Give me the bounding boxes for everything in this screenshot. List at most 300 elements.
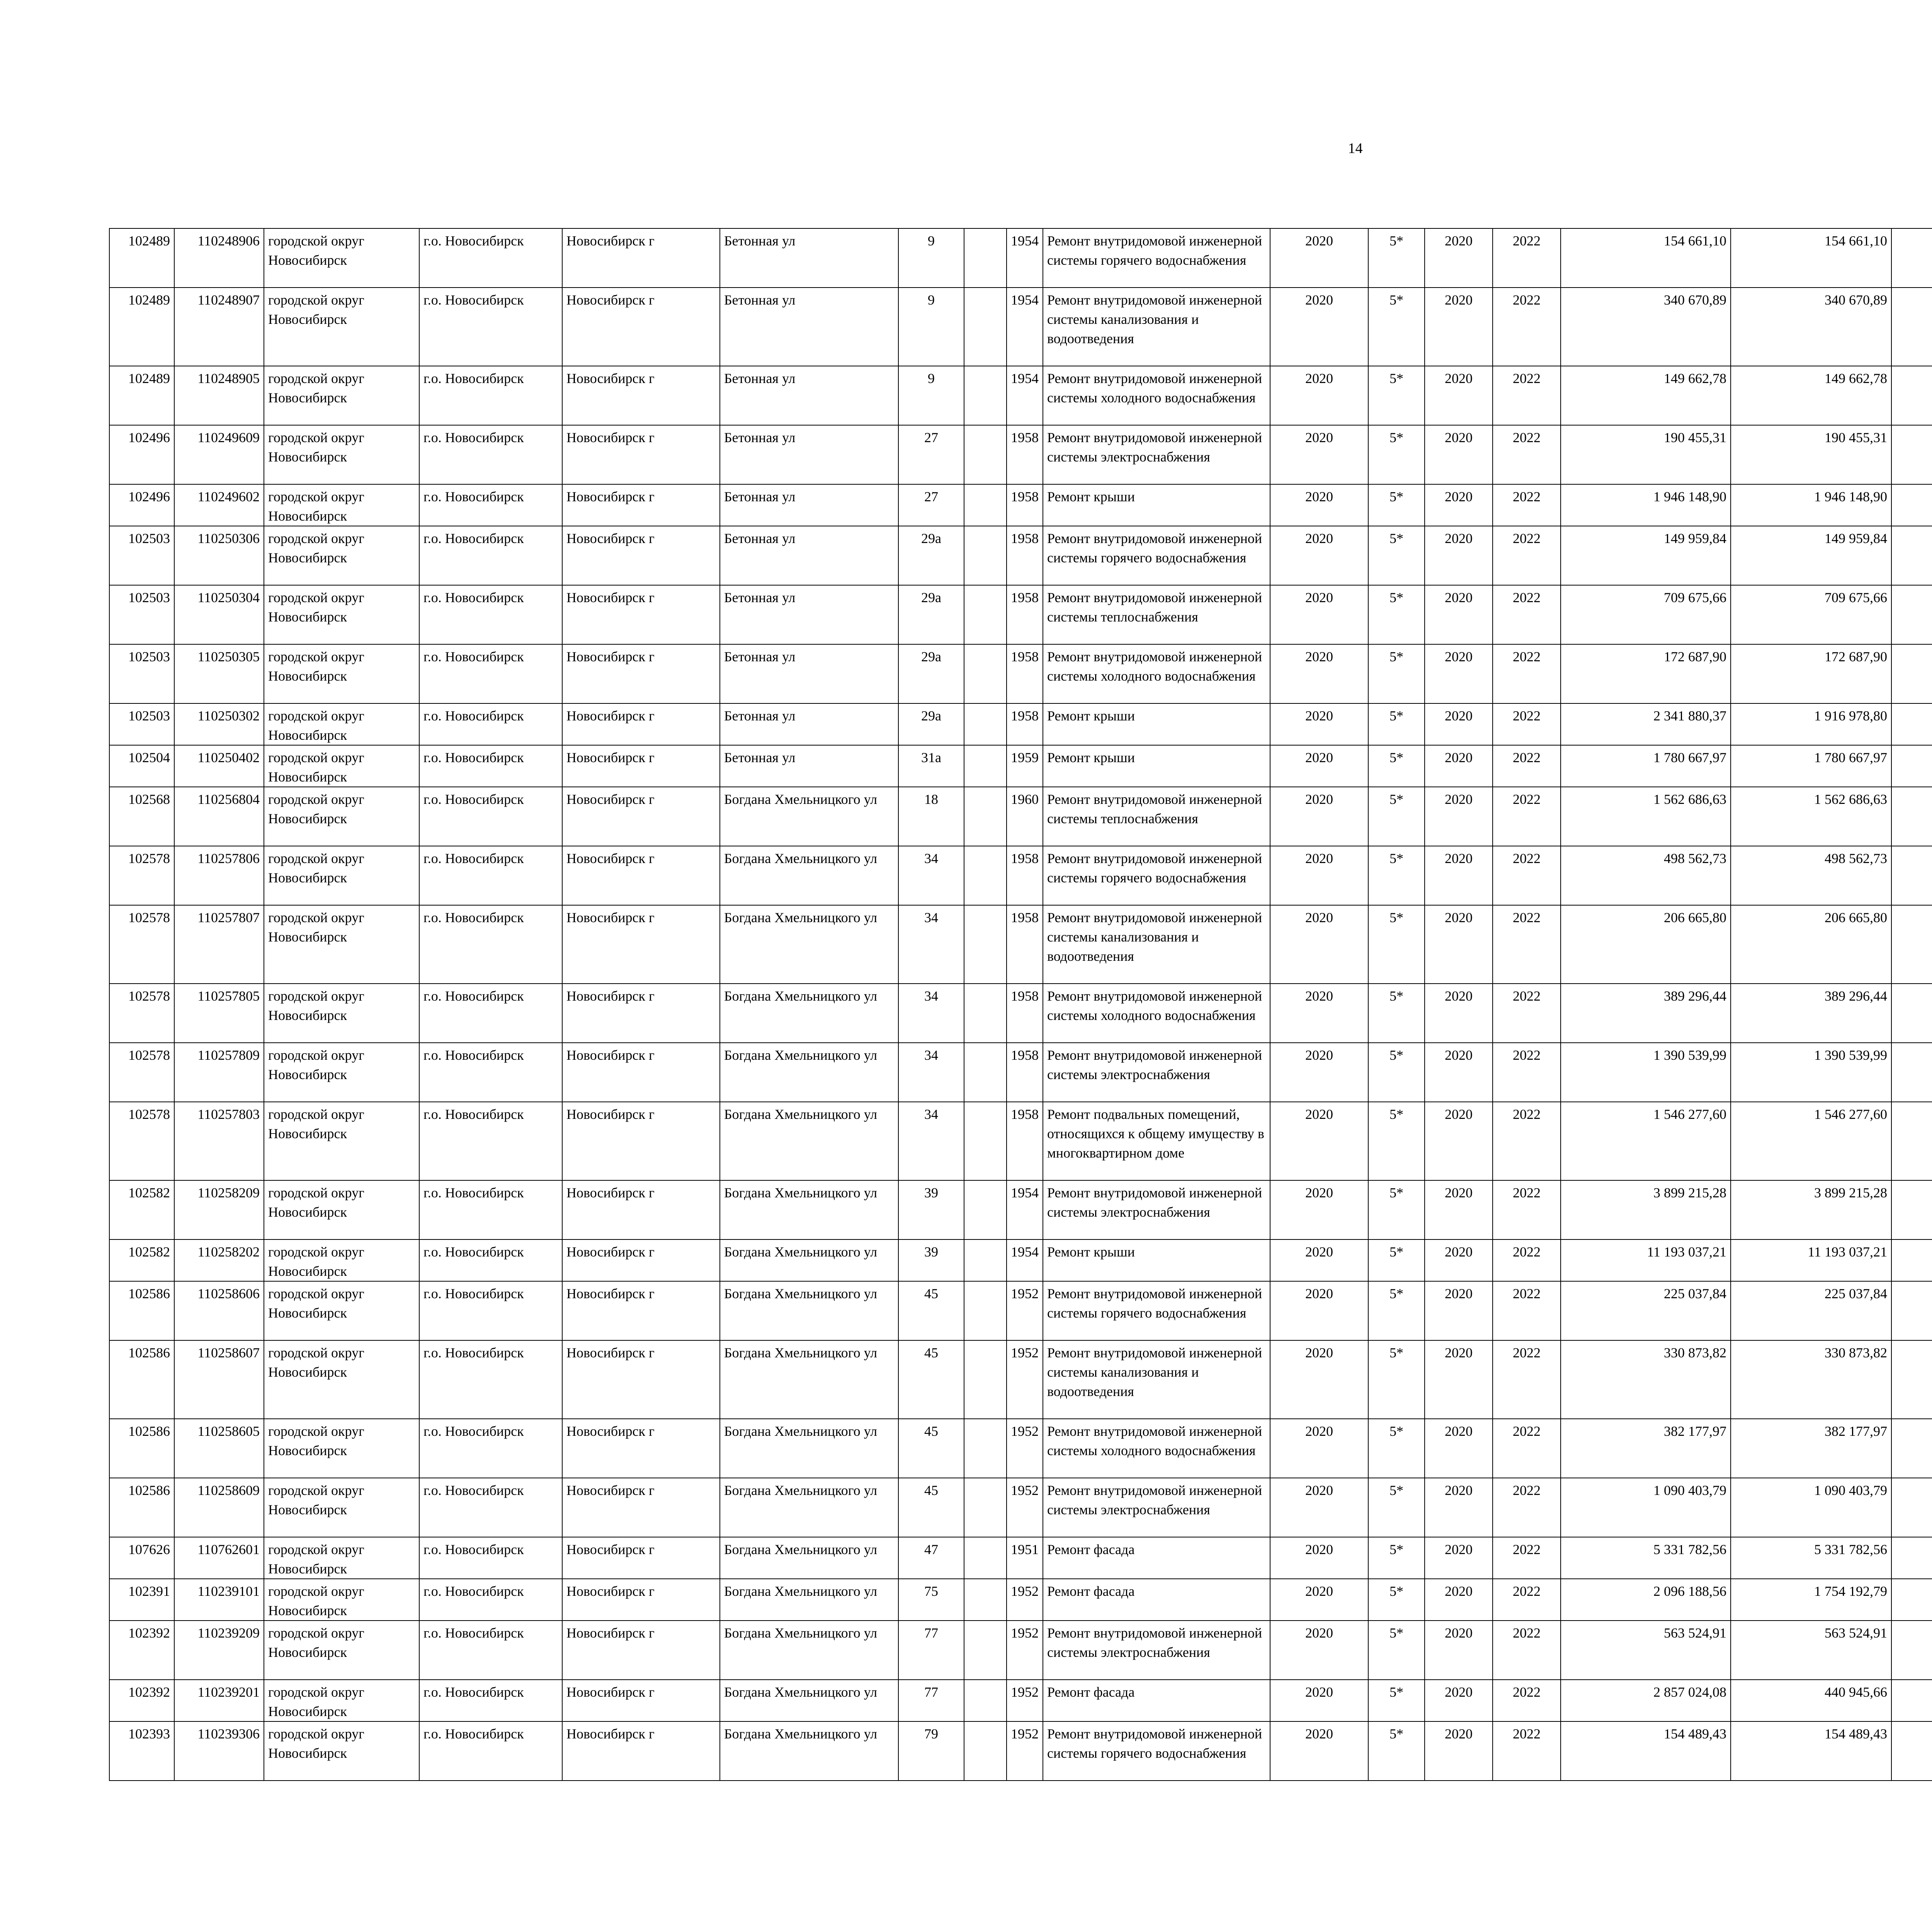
cell-settlement: Новосибирск г [562,228,720,288]
cell-house-id: 102496 [109,425,174,484]
cell-building [964,1340,1007,1419]
cell-priority: 5* [1368,846,1425,905]
cell-district: г.о. Новосибирск [419,526,562,585]
cell-house-id: 102586 [109,1478,174,1537]
cell-budget-federal [1891,1043,1932,1102]
cell-fund-cost: 1 780 667,97 [1731,745,1891,787]
cell-settlement: Новосибирск г [562,1680,720,1721]
cell-work-id: 110258209 [174,1180,264,1239]
cell-total-cost: 2 857 024,08 [1561,1680,1731,1721]
cell-plan-year: 2020 [1270,846,1368,905]
cell-start-year: 2020 [1425,1281,1493,1340]
cell-house-number: 47 [898,1537,964,1579]
cell-plan-year: 2020 [1270,425,1368,484]
cell-district: г.о. Новосибирск [419,484,562,526]
cell-start-year: 2020 [1425,644,1493,703]
cell-street: Богдана Хмельницкого ул [720,984,898,1043]
cell-work-type: Ремонт внутридомовой инженерной системы горячего водоснабжения [1043,1721,1270,1781]
cell-house-number: 39 [898,1239,964,1281]
cell-fund-cost: 1 946 148,90 [1731,484,1891,526]
cell-work-id: 110250306 [174,526,264,585]
cell-start-year: 2020 [1425,1043,1493,1102]
cell-municipality: городской округ Новосибирск [264,1680,419,1721]
cell-end-year: 2022 [1493,288,1561,366]
cell-work-type: Ремонт фасада [1043,1537,1270,1579]
cell-work-id: 110258202 [174,1239,264,1281]
cell-street: Бетонная ул [720,745,898,787]
cell-district: г.о. Новосибирск [419,1340,562,1419]
cell-end-year: 2022 [1493,1537,1561,1579]
cell-end-year: 2022 [1493,1478,1561,1537]
cell-priority: 5* [1368,1281,1425,1340]
cell-budget-federal [1891,905,1932,984]
cell-year-built: 1952 [1007,1281,1043,1340]
cell-end-year: 2022 [1493,644,1561,703]
cell-budget-federal [1891,484,1932,526]
cell-house-id: 102568 [109,787,174,846]
cell-house-number: 29а [898,585,964,644]
cell-settlement: Новосибирск г [562,1102,720,1180]
cell-settlement: Новосибирск г [562,703,720,745]
cell-house-id: 102391 [109,1579,174,1621]
cell-start-year: 2020 [1425,703,1493,745]
cell-budget-federal [1891,1340,1932,1419]
cell-priority: 5* [1368,585,1425,644]
cell-settlement: Новосибирск г [562,1239,720,1281]
cell-plan-year: 2020 [1270,1281,1368,1340]
cell-street: Бетонная ул [720,228,898,288]
cell-start-year: 2020 [1425,905,1493,984]
cell-municipality: городской округ Новосибирск [264,228,419,288]
cell-work-id: 110250402 [174,745,264,787]
cell-year-built: 1958 [1007,425,1043,484]
cell-start-year: 2020 [1425,228,1493,288]
cell-building [964,846,1007,905]
cell-house-id: 102578 [109,905,174,984]
cell-work-type: Ремонт фасада [1043,1579,1270,1621]
cell-work-id: 110258607 [174,1340,264,1419]
cell-work-type: Ремонт внутридомовой инженерной системы теплоснабжения [1043,585,1270,644]
cell-plan-year: 2020 [1270,1043,1368,1102]
cell-house-id: 102586 [109,1281,174,1340]
cell-settlement: Новосибирск г [562,1478,720,1537]
cell-start-year: 2020 [1425,1680,1493,1721]
cell-plan-year: 2020 [1270,1721,1368,1781]
cell-house-id: 102489 [109,366,174,425]
cell-priority: 5* [1368,228,1425,288]
cell-fund-cost: 563 524,91 [1731,1621,1891,1680]
cell-building [964,1721,1007,1781]
cell-house-number: 34 [898,984,964,1043]
cell-start-year: 2020 [1425,366,1493,425]
cell-settlement: Новосибирск г [562,1340,720,1419]
table-row [109,1680,1932,1721]
cell-plan-year: 2020 [1270,745,1368,787]
cell-end-year: 2022 [1493,1680,1561,1721]
cell-municipality: городской округ Новосибирск [264,1419,419,1478]
cell-work-id: 110249602 [174,484,264,526]
cell-year-built: 1952 [1007,1621,1043,1680]
cell-year-built: 1954 [1007,1180,1043,1239]
cell-district: г.о. Новосибирск [419,1621,562,1680]
cell-fund-cost: 149 959,84 [1731,526,1891,585]
cell-end-year: 2022 [1493,1180,1561,1239]
cell-work-id: 110248907 [174,288,264,366]
cell-municipality: городской округ Новосибирск [264,1180,419,1239]
cell-municipality: городской округ Новосибирск [264,1621,419,1680]
cell-house-id: 102392 [109,1621,174,1680]
cell-district: г.о. Новосибирск [419,703,562,745]
cell-start-year: 2020 [1425,1537,1493,1579]
cell-start-year: 2020 [1425,1478,1493,1537]
cell-work-type: Ремонт внутридомовой инженерной системы горячего водоснабжения [1043,846,1270,905]
cell-work-type: Ремонт внутридомовой инженерной системы электроснабжения [1043,1180,1270,1239]
cell-priority: 5* [1368,1537,1425,1579]
cell-municipality: городской округ Новосибирск [264,585,419,644]
cell-start-year: 2020 [1425,846,1493,905]
cell-budget-federal [1891,846,1932,905]
cell-house-number: 77 [898,1621,964,1680]
cell-end-year: 2022 [1493,526,1561,585]
cell-street: Бетонная ул [720,703,898,745]
cell-work-id: 110250302 [174,703,264,745]
cell-end-year: 2022 [1493,905,1561,984]
cell-street: Богдана Хмельницкого ул [720,1239,898,1281]
cell-municipality: городской округ Новосибирск [264,984,419,1043]
cell-total-cost: 1 390 539,99 [1561,1043,1731,1102]
cell-work-id: 110239306 [174,1721,264,1781]
cell-settlement: Новосибирск г [562,984,720,1043]
cell-building [964,1478,1007,1537]
cell-priority: 5* [1368,1239,1425,1281]
table-row [109,745,1932,787]
cell-street: Богдана Хмельницкого ул [720,1478,898,1537]
cell-municipality: городской округ Новосибирск [264,1239,419,1281]
cell-fund-cost: 172 687,90 [1731,644,1891,703]
table-row [109,1537,1932,1579]
cell-municipality: городской округ Новосибирск [264,1537,419,1579]
cell-plan-year: 2020 [1270,1680,1368,1721]
cell-street: Богдана Хмельницкого ул [720,787,898,846]
cell-street: Богдана Хмельницкого ул [720,1680,898,1721]
cell-budget-federal [1891,984,1932,1043]
cell-work-id: 110250304 [174,585,264,644]
cell-budget-federal [1891,1579,1932,1621]
cell-work-id: 110762601 [174,1537,264,1579]
cell-plan-year: 2020 [1270,703,1368,745]
cell-year-built: 1952 [1007,1721,1043,1781]
table-row [109,1579,1932,1621]
cell-settlement: Новосибирск г [562,425,720,484]
cell-priority: 5* [1368,703,1425,745]
cell-budget-federal [1891,585,1932,644]
cell-year-built: 1958 [1007,846,1043,905]
cell-year-built: 1958 [1007,1102,1043,1180]
cell-district: г.о. Новосибирск [419,644,562,703]
cell-house-number: 45 [898,1340,964,1419]
table-row [109,905,1932,984]
cell-street: Бетонная ул [720,484,898,526]
cell-budget-federal [1891,745,1932,787]
cell-settlement: Новосибирск г [562,1721,720,1781]
cell-house-number: 29а [898,703,964,745]
cell-work-id: 110257805 [174,984,264,1043]
cell-municipality: городской округ Новосибирск [264,846,419,905]
cell-end-year: 2022 [1493,484,1561,526]
table-row [109,1180,1932,1239]
cell-street: Богдана Хмельницкого ул [720,1180,898,1239]
cell-house-id: 102503 [109,644,174,703]
cell-building [964,1180,1007,1239]
cell-building [964,745,1007,787]
cell-building [964,425,1007,484]
cell-total-cost: 149 959,84 [1561,526,1731,585]
cell-house-number: 9 [898,228,964,288]
cell-budget-federal [1891,425,1932,484]
cell-district: г.о. Новосибирск [419,585,562,644]
cell-work-id: 110248906 [174,228,264,288]
cell-fund-cost: 1 916 978,80 [1731,703,1891,745]
cell-total-cost: 172 687,90 [1561,644,1731,703]
cell-municipality: городской округ Новосибирск [264,905,419,984]
cell-work-type: Ремонт крыши [1043,1239,1270,1281]
cell-settlement: Новосибирск г [562,644,720,703]
cell-plan-year: 2020 [1270,585,1368,644]
cell-work-id: 110258606 [174,1281,264,1340]
cell-building [964,1419,1007,1478]
cell-priority: 5* [1368,1043,1425,1102]
cell-plan-year: 2020 [1270,984,1368,1043]
cell-end-year: 2022 [1493,846,1561,905]
cell-end-year: 2022 [1493,1419,1561,1478]
cell-total-cost: 1 780 667,97 [1561,745,1731,787]
cell-priority: 5* [1368,905,1425,984]
cell-end-year: 2022 [1493,1721,1561,1781]
cell-house-id: 102578 [109,1043,174,1102]
cell-priority: 5* [1368,425,1425,484]
cell-district: г.о. Новосибирск [419,1281,562,1340]
cell-year-built: 1960 [1007,787,1043,846]
cell-house-id: 102582 [109,1180,174,1239]
cell-year-built: 1958 [1007,1043,1043,1102]
cell-total-cost: 563 524,91 [1561,1621,1731,1680]
table-row [109,984,1932,1043]
cell-plan-year: 2020 [1270,526,1368,585]
cell-plan-year: 2020 [1270,1579,1368,1621]
cell-priority: 5* [1368,1340,1425,1419]
cell-plan-year: 2020 [1270,288,1368,366]
cell-year-built: 1958 [1007,526,1043,585]
repair-program-table [109,228,1932,1781]
cell-start-year: 2020 [1425,1721,1493,1781]
cell-building [964,585,1007,644]
cell-house-id: 102586 [109,1419,174,1478]
cell-start-year: 2020 [1425,984,1493,1043]
cell-end-year: 2022 [1493,745,1561,787]
cell-work-type: Ремонт внутридомовой инженерной системы теплоснабжения [1043,787,1270,846]
cell-work-id: 110250305 [174,644,264,703]
cell-start-year: 2020 [1425,425,1493,484]
cell-year-built: 1952 [1007,1478,1043,1537]
cell-plan-year: 2020 [1270,787,1368,846]
cell-building [964,1579,1007,1621]
cell-year-built: 1958 [1007,484,1043,526]
cell-building [964,984,1007,1043]
table-row [109,1621,1932,1680]
table-row [109,787,1932,846]
cell-priority: 5* [1368,484,1425,526]
cell-building [964,228,1007,288]
cell-district: г.о. Новосибирск [419,1239,562,1281]
cell-budget-federal [1891,526,1932,585]
cell-building [964,288,1007,366]
cell-building [964,1281,1007,1340]
cell-building [964,526,1007,585]
table-row [109,1478,1932,1537]
cell-fund-cost: 206 665,80 [1731,905,1891,984]
table-row [109,644,1932,703]
cell-year-built: 1954 [1007,228,1043,288]
cell-street: Бетонная ул [720,644,898,703]
table-row [109,1043,1932,1102]
cell-budget-federal [1891,1239,1932,1281]
cell-end-year: 2022 [1493,425,1561,484]
cell-house-id: 102503 [109,526,174,585]
cell-plan-year: 2020 [1270,1419,1368,1478]
cell-priority: 5* [1368,1579,1425,1621]
cell-work-type: Ремонт внутридомовой инженерной системы холодного водоснабжения [1043,1419,1270,1478]
cell-fund-cost: 340 670,89 [1731,288,1891,366]
table-row [109,425,1932,484]
cell-budget-federal [1891,1478,1932,1537]
cell-house-id: 102578 [109,1102,174,1180]
cell-district: г.о. Новосибирск [419,425,562,484]
cell-district: г.о. Новосибирск [419,1680,562,1721]
cell-plan-year: 2020 [1270,905,1368,984]
cell-start-year: 2020 [1425,585,1493,644]
cell-total-cost: 1 946 148,90 [1561,484,1731,526]
table-row [109,1239,1932,1281]
cell-settlement: Новосибирск г [562,585,720,644]
table-row [109,846,1932,905]
cell-house-number: 39 [898,1180,964,1239]
cell-start-year: 2020 [1425,1621,1493,1680]
cell-building [964,366,1007,425]
cell-priority: 5* [1368,1419,1425,1478]
cell-total-cost: 225 037,84 [1561,1281,1731,1340]
table-row [109,703,1932,745]
cell-plan-year: 2020 [1270,1537,1368,1579]
cell-budget-federal [1891,644,1932,703]
cell-end-year: 2022 [1493,1281,1561,1340]
cell-end-year: 2022 [1493,585,1561,644]
cell-end-year: 2022 [1493,1102,1561,1180]
cell-settlement: Новосибирск г [562,745,720,787]
cell-street: Богдана Хмельницкого ул [720,1419,898,1478]
cell-year-built: 1958 [1007,585,1043,644]
cell-priority: 5* [1368,787,1425,846]
cell-total-cost: 2 341 880,37 [1561,703,1731,745]
cell-work-type: Ремонт внутридомовой инженерной системы холодного водоснабжения [1043,644,1270,703]
cell-house-number: 79 [898,1721,964,1781]
cell-work-type: Ремонт внутридомовой инженерной системы канализования и водоотведения [1043,1340,1270,1419]
cell-district: г.о. Новосибирск [419,366,562,425]
cell-house-number: 34 [898,1043,964,1102]
cell-work-type: Ремонт внутридомовой инженерной системы горячего водоснабжения [1043,526,1270,585]
cell-house-id: 102392 [109,1680,174,1721]
cell-work-type: Ремонт внутридомовой инженерной системы горячего водоснабжения [1043,228,1270,288]
cell-street: Бетонная ул [720,366,898,425]
cell-municipality: городской округ Новосибирск [264,366,419,425]
cell-year-built: 1958 [1007,905,1043,984]
cell-work-id: 110257807 [174,905,264,984]
cell-house-number: 18 [898,787,964,846]
cell-fund-cost: 1 754 192,79 [1731,1579,1891,1621]
cell-district: г.о. Новосибирск [419,745,562,787]
cell-total-cost: 3 899 215,28 [1561,1180,1731,1239]
cell-house-number: 45 [898,1478,964,1537]
cell-total-cost: 11 193 037,21 [1561,1239,1731,1281]
cell-work-type: Ремонт крыши [1043,745,1270,787]
cell-year-built: 1954 [1007,1239,1043,1281]
cell-building [964,1043,1007,1102]
cell-district: г.о. Новосибирск [419,1180,562,1239]
cell-house-id: 102578 [109,846,174,905]
cell-budget-federal [1891,1281,1932,1340]
cell-house-id: 102504 [109,745,174,787]
cell-year-built: 1952 [1007,1340,1043,1419]
cell-work-id: 110258609 [174,1478,264,1537]
cell-budget-federal [1891,1680,1932,1721]
cell-municipality: городской округ Новосибирск [264,1102,419,1180]
cell-settlement: Новосибирск г [562,1621,720,1680]
cell-year-built: 1954 [1007,288,1043,366]
cell-total-cost: 154 661,10 [1561,228,1731,288]
cell-municipality: городской округ Новосибирск [264,1340,419,1419]
cell-end-year: 2022 [1493,984,1561,1043]
cell-municipality: городской округ Новосибирск [264,1478,419,1537]
cell-budget-federal [1891,703,1932,745]
cell-street: Богдана Хмельницкого ул [720,1102,898,1180]
cell-settlement: Новосибирск г [562,787,720,846]
cell-plan-year: 2020 [1270,228,1368,288]
cell-start-year: 2020 [1425,288,1493,366]
table-row [109,585,1932,644]
cell-house-number: 27 [898,425,964,484]
cell-fund-cost: 389 296,44 [1731,984,1891,1043]
cell-work-type: Ремонт внутридомовой инженерной системы электроснабжения [1043,1478,1270,1537]
cell-building [964,644,1007,703]
cell-budget-federal [1891,1621,1932,1680]
cell-year-built: 1951 [1007,1537,1043,1579]
cell-fund-cost: 1 546 277,60 [1731,1102,1891,1180]
cell-house-number: 27 [898,484,964,526]
cell-work-type: Ремонт крыши [1043,484,1270,526]
cell-district: г.о. Новосибирск [419,1043,562,1102]
table-row [109,366,1932,425]
cell-street: Бетонная ул [720,288,898,366]
cell-municipality: городской округ Новосибирск [264,1579,419,1621]
cell-house-number: 9 [898,366,964,425]
cell-total-cost: 2 096 188,56 [1561,1579,1731,1621]
table-row [109,228,1932,288]
cell-work-id: 110257806 [174,846,264,905]
cell-plan-year: 2020 [1270,1239,1368,1281]
cell-settlement: Новосибирск г [562,526,720,585]
cell-district: г.о. Новосибирск [419,1419,562,1478]
cell-plan-year: 2020 [1270,1180,1368,1239]
cell-plan-year: 2020 [1270,1340,1368,1419]
